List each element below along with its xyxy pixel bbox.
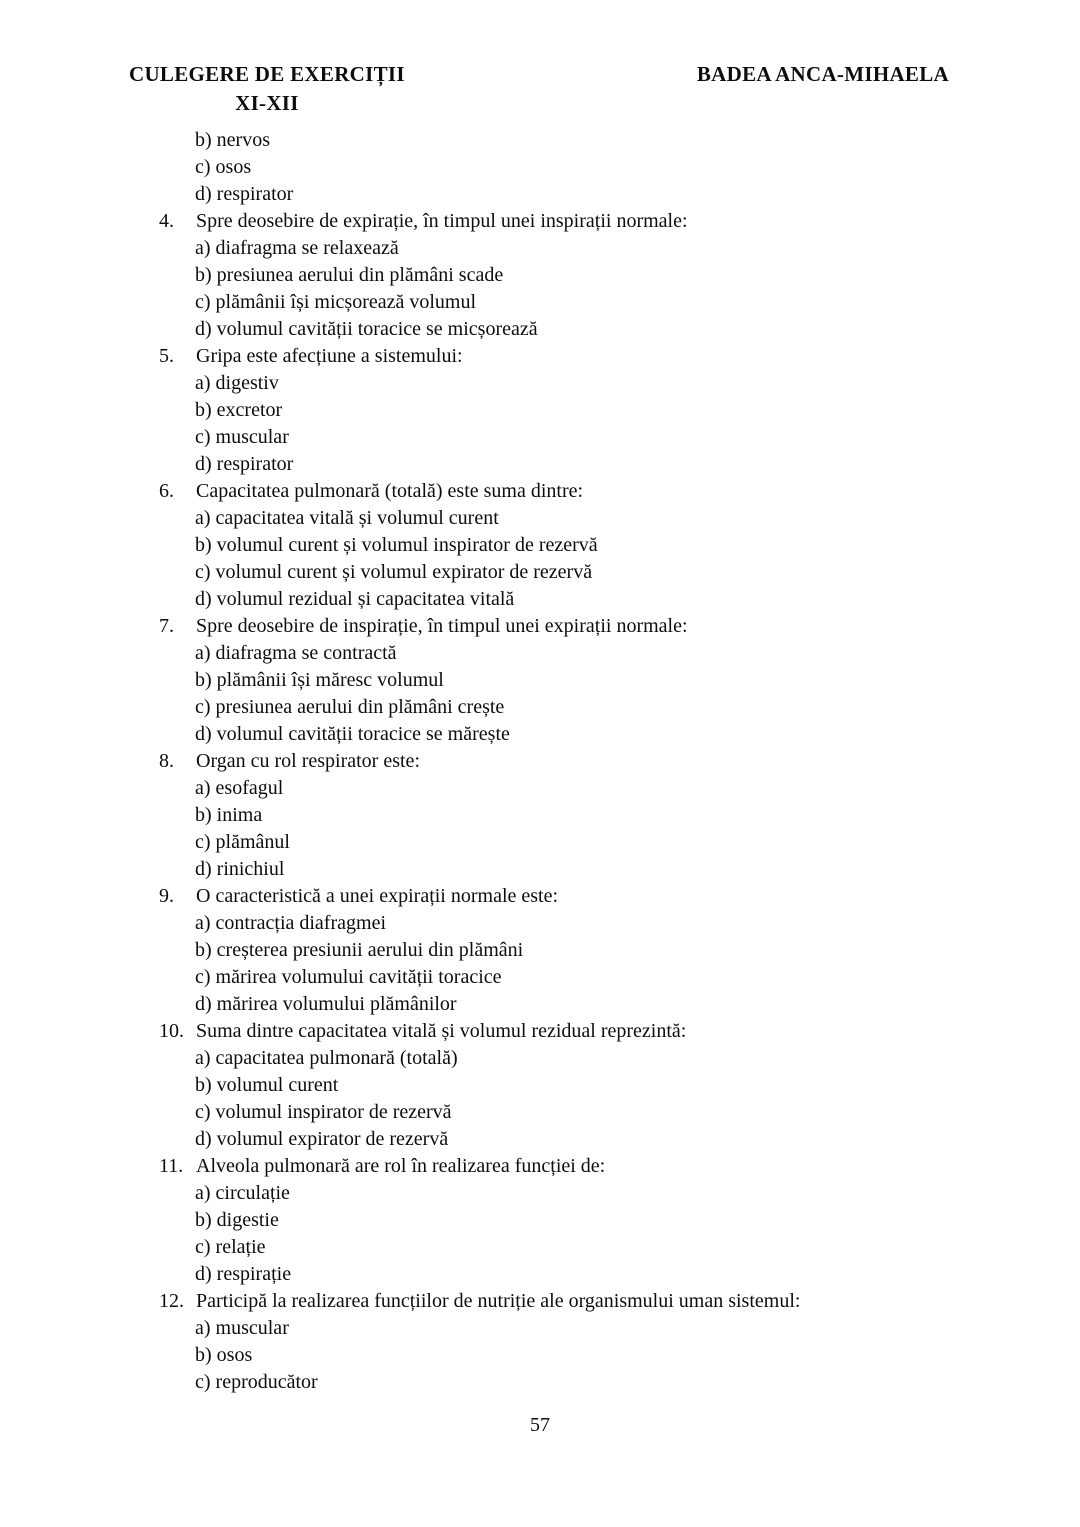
answer-option: d) respirator — [195, 453, 294, 475]
answer-option: a) circulație — [195, 1182, 290, 1204]
question-number: 8. — [159, 750, 174, 772]
answer-option: d) volumul cavității toracice se micșorează — [195, 318, 538, 340]
answer-option: b) inima — [195, 804, 263, 826]
answer-option: c) plămânii își micșorează volumul — [195, 291, 477, 313]
question-text: Alveola pulmonară are rol în realizarea funcției de: — [196, 1155, 606, 1177]
question-options — [0, 775, 1080, 883]
question-options — [0, 1180, 1080, 1288]
page-number: 57 — [530, 1414, 550, 1436]
question-text: Capacitatea pulmonară (totală) este suma dintre: — [196, 480, 584, 502]
question-line — [0, 478, 1080, 505]
answer-option: d) volumul expirator de rezervă — [195, 1128, 449, 1150]
answer-option: d) volumul rezidual și capacitatea vitală — [195, 588, 515, 610]
question-options — [0, 910, 1080, 1018]
question-content — [0, 127, 1080, 1396]
answer-option: b) creșterea presiunii aerului din plămâni — [195, 939, 524, 961]
author-name: BADEA ANCA-MIHAELA — [696, 62, 949, 86]
question-number: 10. — [159, 1020, 184, 1042]
question-line — [0, 883, 1080, 910]
answer-option: c) reproducător — [195, 1371, 318, 1393]
question-text: O caracteristică a unei expirații normale este: — [196, 885, 559, 907]
question-number: 12. — [159, 1290, 184, 1312]
question-options — [0, 640, 1080, 748]
question-line — [0, 208, 1080, 235]
answer-option: c) volumul inspirator de rezervă — [195, 1101, 452, 1123]
answer-option: a) capacitatea pulmonară (totală) — [195, 1047, 458, 1069]
answer-option: a) contracția diafragmei — [195, 912, 386, 934]
question-list — [0, 208, 1080, 1396]
answer-option: b) volumul curent și volumul inspirator de rezervă — [195, 534, 598, 556]
question-line — [0, 1018, 1080, 1045]
answer-option: b) presiunea aerului din plămâni scade — [195, 264, 504, 286]
answer-option: d) rinichiul — [195, 858, 285, 880]
answer-option: a) diafragma se relaxează — [195, 237, 399, 259]
answer-option: c) mărirea volumului cavității toracice — [195, 966, 502, 988]
question-line — [0, 613, 1080, 640]
answer-option: d) respirator — [195, 183, 294, 205]
question-text: Spre deosebire de expirație, în timpul unei inspirații normale: — [196, 210, 688, 232]
question-text: Suma dintre capacitatea vitală și volumul rezidual reprezintă: — [196, 1020, 687, 1042]
answer-option: b) digestie — [195, 1209, 279, 1231]
question — [0, 1153, 1080, 1288]
question-line — [0, 748, 1080, 775]
question-line — [0, 1288, 1080, 1315]
answer-option: b) plămânii își măresc volumul — [195, 669, 444, 691]
answer-option: c) relație — [195, 1236, 266, 1258]
question-options — [0, 235, 1080, 343]
question-number: 6. — [159, 480, 174, 502]
answer-option: a) muscular — [195, 1317, 289, 1339]
continuation-options — [0, 127, 1080, 208]
answer-option: a) capacitatea vitală și volumul curent — [195, 507, 499, 529]
question-options — [0, 505, 1080, 613]
answer-option: c) plămânul — [195, 831, 290, 853]
question-number: 5. — [159, 345, 174, 367]
question-number: 9. — [159, 885, 174, 907]
question — [0, 1288, 1080, 1396]
question-text: Participă la realizarea funcțiilor de nutriție ale organismului uman sistemul: — [196, 1290, 801, 1312]
answer-option: b) excretor — [195, 399, 283, 421]
answer-option: c) muscular — [195, 426, 289, 448]
question-number: 11. — [159, 1155, 184, 1177]
answer-option: c) osos — [195, 156, 252, 178]
answer-option: d) mărirea volumului plămânilor — [195, 993, 457, 1015]
answer-option: b) osos — [195, 1344, 253, 1366]
answer-option: d) volumul cavității toracice se mărește — [195, 723, 510, 745]
question-line — [0, 1153, 1080, 1180]
answer-option: a) esofagul — [195, 777, 284, 799]
question-options — [0, 1045, 1080, 1153]
question — [0, 478, 1080, 613]
question-text: Spre deosebire de inspirație, în timpul unei expirații normale: — [196, 615, 688, 637]
book-title-line1: CULEGERE DE EXERCIȚII — [129, 62, 405, 86]
answer-option: a) diafragma se contractă — [195, 642, 397, 664]
answer-option: b) volumul curent — [195, 1074, 339, 1096]
answer-option: c) volumul curent și volumul expirator de rezervă — [195, 561, 593, 583]
question-text: Organ cu rol respirator este: — [196, 750, 420, 772]
answer-option: c) presiunea aerului din plămâni crește — [195, 696, 505, 718]
book-title-line2: XI-XII — [235, 91, 299, 115]
question — [0, 343, 1080, 478]
question — [0, 208, 1080, 343]
question-options — [0, 1315, 1080, 1396]
question — [0, 1018, 1080, 1153]
question — [0, 883, 1080, 1018]
question-number: 4. — [159, 210, 174, 232]
answer-option: d) respirație — [195, 1263, 292, 1285]
question-number: 7. — [159, 615, 174, 637]
book-title — [129, 60, 405, 118]
question-options — [0, 370, 1080, 478]
question — [0, 613, 1080, 748]
question-text: Gripa este afecțiune a sistemului: — [196, 345, 463, 367]
answer-option: a) digestiv — [195, 372, 279, 394]
question-line — [0, 343, 1080, 370]
question — [0, 748, 1080, 883]
answer-option: b) nervos — [195, 129, 270, 151]
